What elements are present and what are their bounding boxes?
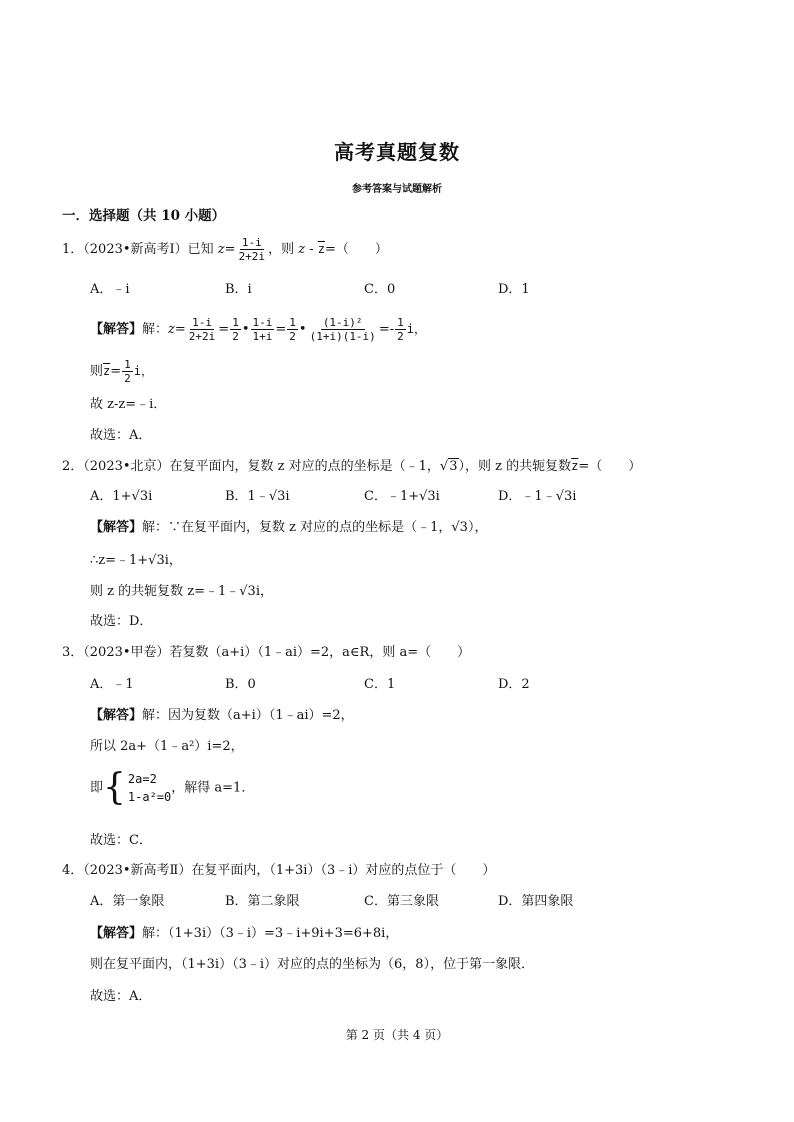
q4-option-d: D．第四象限 [498, 894, 574, 909]
q3-solution-line3: 即 { 2a=2 1-a²=0 ，解得 a=1． [90, 767, 255, 808]
q1-option-a: A．﹣i [90, 282, 130, 297]
q1-option-b: B．i [225, 282, 252, 297]
q3-stem: 3．（2023•甲卷）若复数（a+i）（1﹣ai）=2，a∈R，则 a=（ ） [62, 645, 471, 660]
page-subtitle: 参考答案与试题解析 [352, 184, 442, 195]
q3-option-a: A．﹣1 [90, 677, 134, 692]
equation-system: { 2a=2 1-a²=0 [103, 767, 172, 808]
q1-solution-line2: 则$\overline{z}=$ $\frac{1}{2}$ i， [90, 358, 154, 385]
page-title: 高考真题复数 [334, 140, 460, 164]
q1-stem: 1．（2023•新高考Ⅰ）已知 z= $\frac{1-i}{2+2i}$ ，则 $z - \overline{z}=$（ ） [62, 236, 388, 263]
q3-option-d: D．2 [498, 677, 530, 692]
q1-option-d: D．1 [498, 282, 530, 297]
q4-option-a: A．第一象限 [90, 894, 165, 909]
q4-stem: 4．（2023•新高考Ⅱ）在复平面内，（1+3i）（3﹣i）对应的点位于（ ） [62, 863, 496, 878]
q1-fraction: $\frac{1-i}{2+2i}$ [238, 236, 266, 263]
q4-solution-line1: 【解答】解：（1+3i）（3﹣i）=3﹣i+9i+3=6+8i， [90, 926, 399, 941]
q1-solution-line4: 故选：A． [90, 428, 152, 443]
q1-option-c: C．0 [364, 282, 396, 297]
q2-stem: 2．（2023•北京）在复平面内，复数 z 对应的点的坐标是（﹣1，√3），则 z 的共轭复数$\overline{z}=$（ ） [62, 459, 642, 474]
page-footer: 第 2 页（共 4 页） [345, 1028, 449, 1042]
q2-option-d: D．﹣1﹣√3i [498, 489, 577, 504]
q2-option-b: B．1﹣√3i [225, 489, 290, 504]
q3-solution-line2: 所以 2a+（1﹣a²）i=2， [90, 739, 244, 754]
q2-solution-line2: ∴z=﹣1+√3i， [90, 553, 182, 568]
section-heading: 一．选择题（共 10 小题） [62, 208, 226, 224]
q2-option-c: C．﹣1+√3i [364, 489, 440, 504]
q3-solution-line4: 故选：C． [90, 833, 152, 848]
q1-solution-line3: 故 z-z=﹣i． [90, 397, 167, 412]
q4-solution-line2: 则在复平面内，（1+3i）（3﹣i）对应的点的坐标为（6，8），位于第一象限． [90, 957, 535, 972]
q2-option-a: A．1+√3i [90, 489, 153, 504]
q3-solution-line1: 【解答】解：因为复数（a+i）（1﹣ai）=2， [90, 708, 354, 723]
q2-solution-line1: 【解答】解：∵在复平面内，复数 z 对应的点的坐标是（﹣1，√3）， [90, 520, 488, 535]
q2-solution-line4: 故选：D． [90, 614, 153, 629]
q3-option-c: C．1 [364, 677, 396, 692]
q2-solution-line3: 则 z 的共轭复数 z=﹣1﹣√3i， [90, 584, 273, 599]
q4-solution-line3: 故选：A． [90, 989, 152, 1004]
q4-option-b: B．第二象限 [225, 894, 300, 909]
q1-solution-line1: 【解答】解：z= $\frac{1-i}{2+2i}$ = $\frac{1}{2}$ • $\frac{1-i}{1+i}$ = $\frac{1}{2}$ • $\frac{\text{(1-i)²}}{(1+i)(1-i)}$ =- $\frac{1}{2}$ i， [90, 316, 426, 343]
q3-option-b: B．0 [225, 677, 256, 692]
q4-option-c: C．第三象限 [364, 894, 439, 909]
